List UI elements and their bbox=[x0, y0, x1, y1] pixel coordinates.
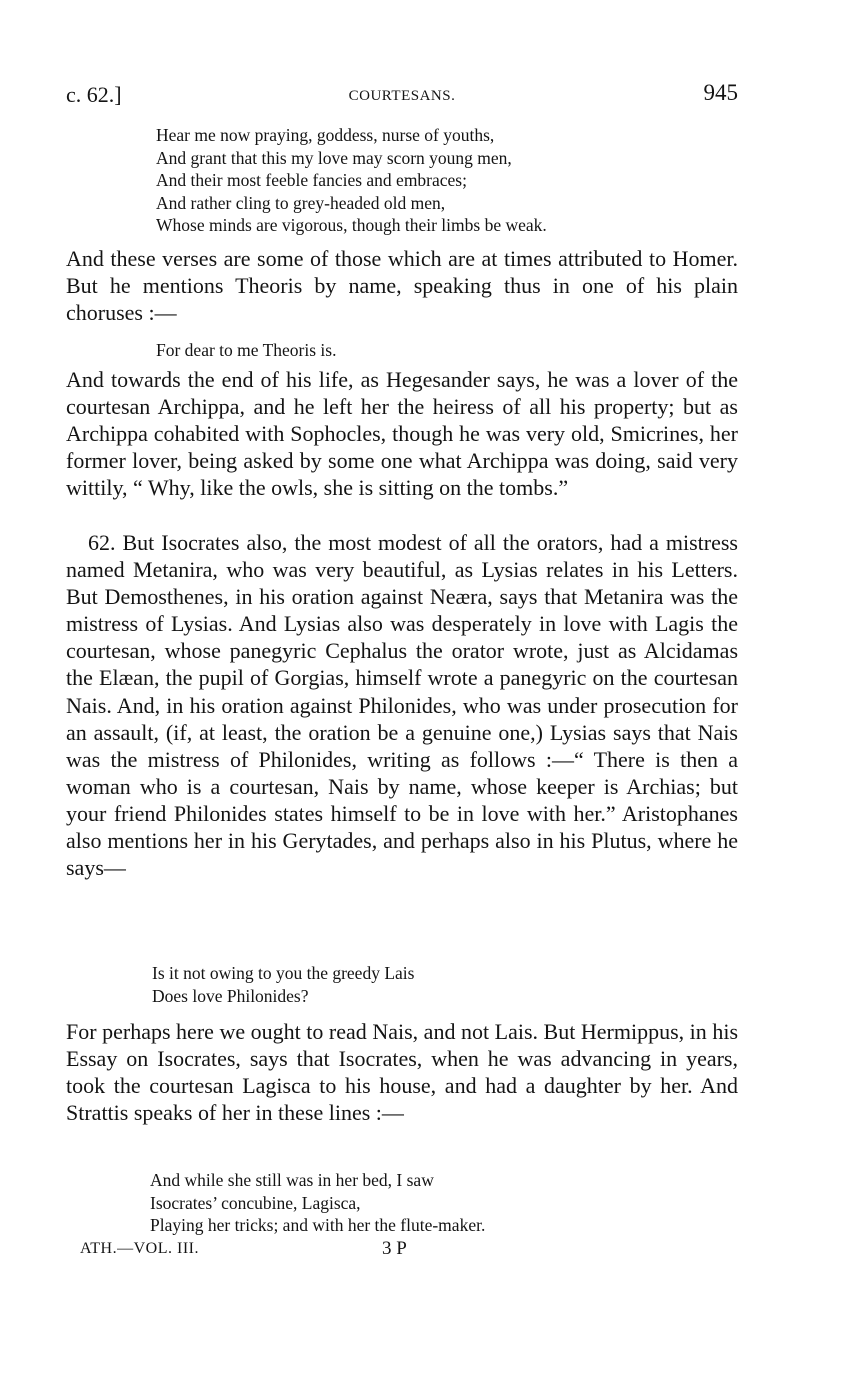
paragraph-text: 62. But Isocrates also, the most modest of all the orators, had a mistress named Metanira, who was very beautiful, as Lysias relates in his Letters. But Demosthenes, in his oration against Neæra, says that Metanira was the mistress of Lysias. And Lysias also was desperately in love with Lagis the courtesan, whose panegyric Cephalus the orator wrote, just as Alcidamas the Elæan, the pupil of Gorgias, himself wrote a panegyric on the courtesan Nais. And, in his oration against Philonides, who was under prosecution for an assault, (if, at least, the oration be a genuine one,) Lysias says that Nais was the mistress of Philonides, writing as follows :—“ There is then a woman who is a courtesan, Nais by name, whose keeper is Archias; but your friend Philonides states himself to be in love with her.” Aristophanes also mentions her in his Gerytades, and perhaps also in his Plutus, where he says— bbox=[66, 530, 738, 881]
paragraph-4 bbox=[66, 1018, 738, 1126]
verse-line: Whose minds are vigorous, though their limbs be weak. bbox=[156, 215, 547, 236]
verse-line: Isocrates’ concubine, Lagisca, bbox=[150, 1192, 361, 1213]
page-number: 945 bbox=[703, 80, 738, 105]
paragraph-2 bbox=[66, 366, 738, 501]
paragraph-text: And these verses are some of those which are at times attributed to Homer. But he mentions Theoris by name, speaking thus in one of his plain choruses :— bbox=[66, 246, 738, 326]
verse-line: Is it not owing to you the greedy Lais bbox=[152, 963, 415, 983]
verse-quotation-4 bbox=[150, 1169, 485, 1237]
verse-quotation-2 bbox=[156, 339, 336, 362]
volume-imprint: ATH.—VOL. III. bbox=[80, 1240, 199, 1257]
signature-mark: 3 P bbox=[382, 1238, 407, 1259]
verse-line: For dear to me Theoris is. bbox=[156, 340, 337, 360]
verse-line: Playing her tricks; and with her the flute-maker. bbox=[150, 1215, 486, 1236]
paragraph-3 bbox=[66, 529, 738, 881]
verse-line: And grant that this my love may scorn young men, bbox=[156, 147, 512, 168]
chapter-reference: c. 62.] bbox=[66, 82, 122, 107]
verse-line: Hear me now praying, goddess, nurse of youths, bbox=[156, 125, 495, 145]
paragraph-text: For perhaps here we ought to read Nais, and not Lais. But Hermippus, in his Essay on Isocrates, says that Isocrates, when he was advancing in years, took the courtesan Lagisca to his house, and had a daughter by her. And Strattis speaks of her in these lines :— bbox=[66, 1019, 738, 1126]
verse-line: And rather cling to grey-headed old men, bbox=[156, 192, 446, 213]
paragraph-1 bbox=[66, 245, 738, 326]
verse-quotation-3 bbox=[152, 962, 414, 1007]
verse-line: Does love Philonides? bbox=[152, 985, 309, 1006]
verse-line: And while she still was in her bed, I saw bbox=[150, 1170, 434, 1190]
paragraph-text: And towards the end of his life, as Hegesander says, he was a lover of the courtesan Archippa, and he left her the heiress of all his property; but as Archippa cohabited with Sophocles, though he was very old, Smicrines, her former lover, being asked by some one what Archippa was doing, said very wittily, “ Why, like the owls, she is sitting on the tombs.” bbox=[66, 367, 738, 501]
running-header bbox=[66, 80, 738, 112]
running-title: COURTESANS. bbox=[348, 88, 456, 104]
page-footer bbox=[80, 1240, 680, 1264]
verse-line: And their most feeble fancies and embraces; bbox=[156, 170, 467, 191]
verse-quotation-1 bbox=[156, 124, 547, 237]
